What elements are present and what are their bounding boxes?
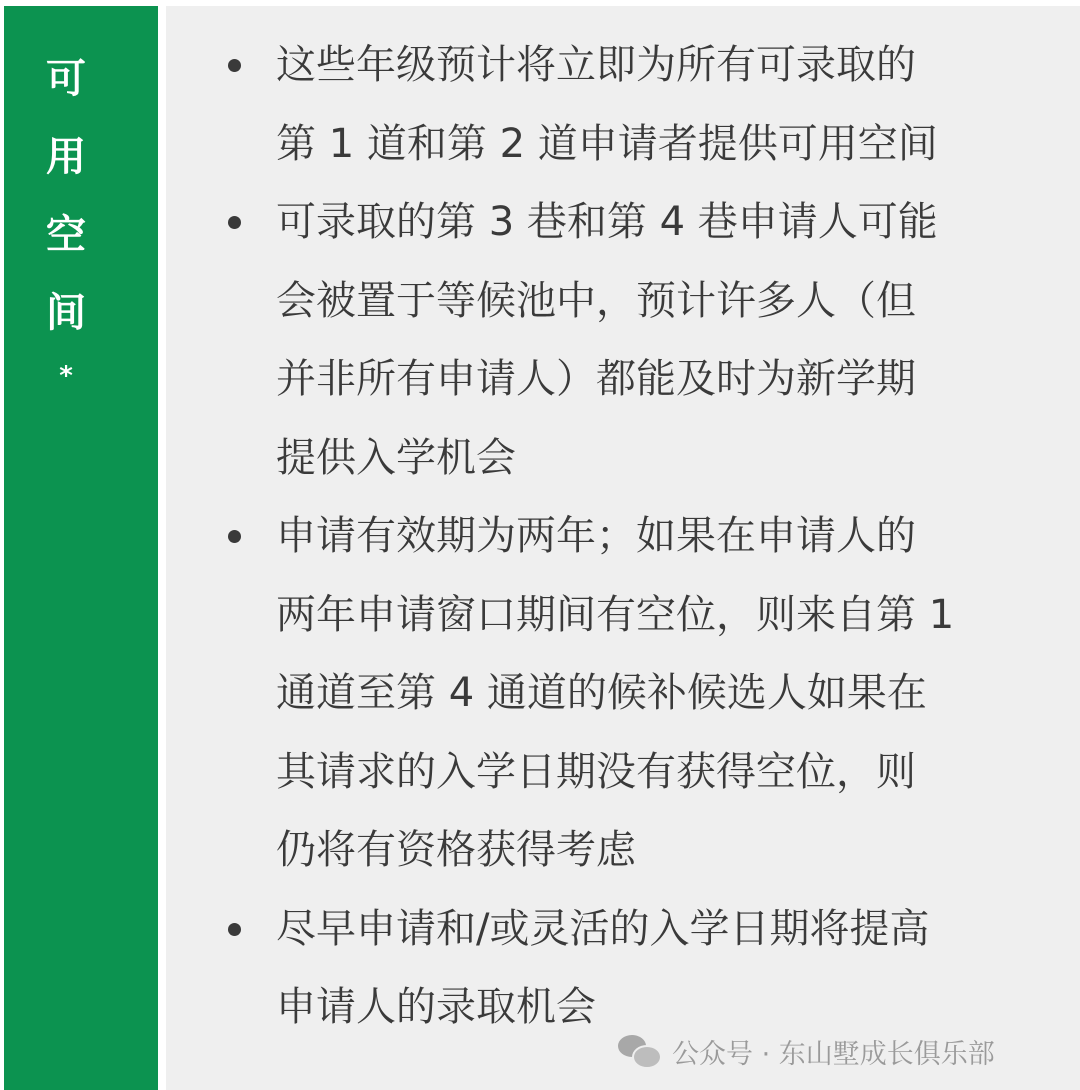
bullet-line: 两年申请窗口期间有空位，则来自第 1 (276, 591, 955, 638)
bullet-dot-icon (228, 923, 241, 936)
bullet-line: 第 1 道和第 2 道申请者提供可用空间 (276, 120, 938, 167)
watermark-text: 公众号 · 东山墅成长俱乐部 (672, 1038, 995, 1070)
bullet-line: 申请有效期为两年；如果在申请人的 (276, 513, 916, 559)
bullet-item-2 (166, 183, 1016, 497)
bullet-dot-icon (228, 530, 241, 543)
bullet-item-3 (166, 497, 1016, 890)
bullet-line: 申请人的录取机会 (276, 984, 596, 1030)
bullet-line: 仍将有资格获得考虑 (276, 827, 636, 873)
content-panel (166, 6, 1080, 1090)
bullet-list (166, 26, 1080, 1047)
bullet-line: 可录取的第 3 巷和第 4 巷申请人可能 (276, 199, 938, 245)
sidebar-title: 可 用 空 间 (46, 56, 86, 336)
footnote-marker: * (59, 361, 73, 391)
watermark (618, 1028, 995, 1074)
bullet-line: 尽早申请和/或灵活的入学日期将提高 (276, 905, 930, 952)
bullet-item-1 (166, 26, 1016, 183)
bullet-dot-icon (228, 59, 241, 72)
wechat-icon (618, 1033, 662, 1069)
bullet-dot-icon (228, 216, 241, 229)
bullet-line: 提供入学机会 (276, 434, 516, 481)
bullet-line: 并非所有申请人）都能及时为新学期 (276, 356, 916, 402)
sidebar-panel (4, 6, 158, 1090)
bullet-line: 其请求的入学日期没有获得空位，则 (276, 748, 916, 795)
bullet-line: 会被置于等候池中，预计许多人（但 (276, 277, 916, 324)
bullet-line: 通道至第 4 通道的候补候选人如果在 (276, 670, 927, 716)
bullet-item-4 (166, 890, 1016, 1047)
bullet-line: 这些年级预计将立即为所有可录取的 (276, 42, 916, 88)
